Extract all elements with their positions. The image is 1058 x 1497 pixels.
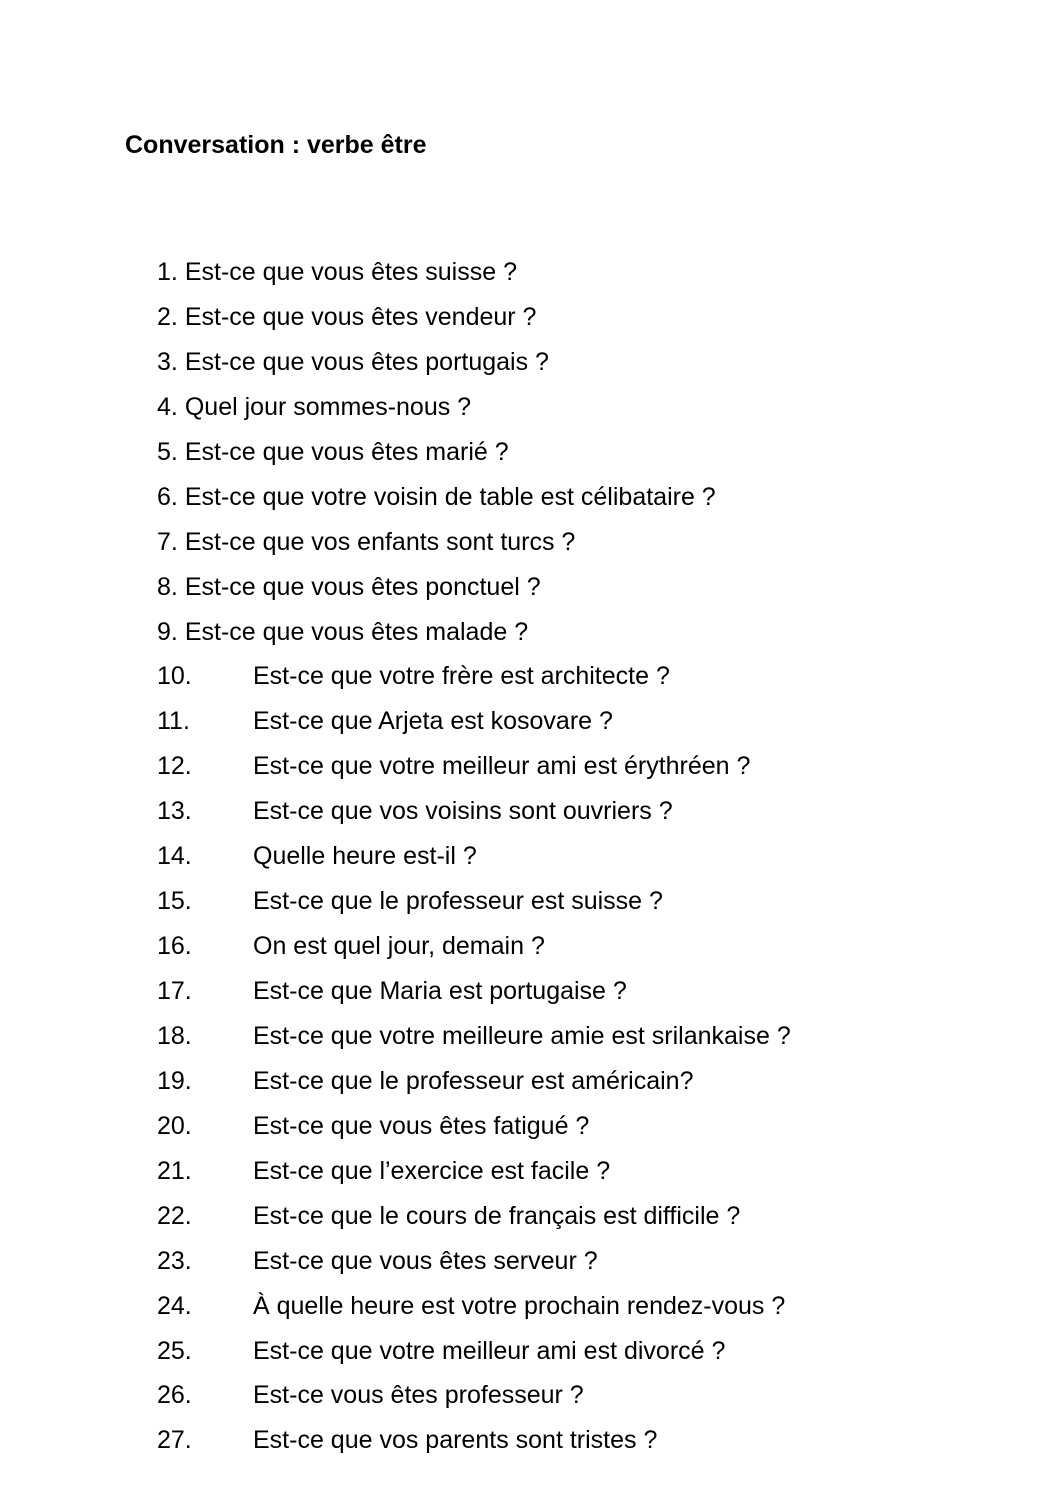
item-text: Est-ce vous êtes professeur ?	[253, 1381, 584, 1410]
item-text: Est-ce que vous êtes suisse ?	[184, 258, 517, 286]
item-text: Est-ce que l’exercice est facile ?	[253, 1156, 611, 1185]
item-text: Est-ce que votre meilleure amie est srilankaise ?	[253, 1021, 791, 1050]
item-text: Est-ce que votre meilleur ami est érythréen ?	[253, 752, 751, 781]
item-number: 5.	[157, 437, 178, 466]
list-item	[157, 570, 716, 615]
list-item	[157, 345, 716, 390]
list-item	[157, 1154, 716, 1199]
item-text: Est-ce que vous êtes portugais ?	[184, 347, 549, 376]
item-text: Est-ce que vous êtes vendeur ?	[184, 302, 537, 331]
item-text: Est-ce que votre meilleur ami est divorcé ?	[253, 1336, 726, 1365]
item-text: Est-ce que vos voisins sont ouvriers ?	[253, 797, 673, 826]
item-number: 4.	[157, 392, 178, 421]
list-item	[157, 1109, 716, 1154]
list-item	[157, 390, 716, 435]
item-text: Est-ce que le professeur est américain?	[253, 1066, 694, 1095]
item-number: 13.	[157, 797, 192, 826]
question-list	[157, 255, 791, 1468]
list-item	[157, 1289, 786, 1334]
list-item	[157, 480, 716, 525]
list-item	[157, 1244, 716, 1289]
item-text: Est-ce que Maria est portugaise ?	[253, 977, 627, 1005]
list-item	[157, 839, 716, 884]
list-item	[157, 794, 716, 839]
item-number: 14.	[157, 842, 192, 871]
item-number: 20.	[157, 1111, 192, 1140]
item-number: 16.	[157, 932, 192, 961]
item-number: 24.	[157, 1291, 192, 1320]
item-text: Est-ce que votre voisin de table est célibataire ?	[184, 482, 716, 511]
list-item	[157, 1019, 791, 1064]
item-text: Quelle heure est-il ?	[253, 842, 477, 871]
item-text: Est-ce que le professeur est suisse ?	[253, 887, 663, 916]
item-number: 27.	[157, 1426, 192, 1455]
item-text: Est-ce que vous êtes malade ?	[184, 617, 529, 646]
item-text: Est-ce que Arjeta est kosovare ?	[253, 707, 613, 736]
item-number: 1.	[157, 258, 178, 286]
item-number: 23.	[157, 1246, 192, 1275]
list-item	[157, 1199, 741, 1244]
item-number: 18.	[157, 1021, 192, 1050]
list-item	[157, 884, 716, 929]
item-number: 2.	[157, 302, 178, 331]
item-number: 3.	[157, 347, 178, 376]
item-number: 11.	[157, 707, 190, 736]
item-number: 17.	[157, 977, 192, 1005]
item-number: 26.	[157, 1381, 192, 1410]
item-number: 6.	[157, 482, 178, 511]
list-item	[157, 300, 716, 345]
list-item	[157, 749, 751, 794]
item-number: 12.	[157, 752, 192, 781]
item-number: 7.	[157, 527, 178, 556]
item-number: 8.	[157, 572, 178, 601]
list-item	[157, 704, 716, 749]
item-text: Est-ce que vos enfants sont turcs ?	[184, 527, 576, 556]
list-item	[157, 659, 716, 704]
page-title: Conversation : verbe être	[125, 131, 427, 159]
item-text: Est-ce que vous êtes ponctuel ?	[184, 572, 541, 601]
list-item	[157, 929, 716, 974]
item-text: Est-ce que vous êtes serveur ?	[253, 1246, 598, 1275]
item-text: Quel jour sommes-nous ?	[184, 392, 472, 421]
item-text: Est-ce que vos parents sont tristes ?	[253, 1426, 658, 1455]
list-item	[157, 1064, 716, 1109]
item-text: À quelle heure est votre prochain rendez-vous ?	[253, 1291, 786, 1320]
list-item	[157, 525, 716, 570]
item-number: 9.	[157, 617, 178, 646]
list-item	[157, 255, 716, 300]
list-item	[157, 435, 716, 480]
item-number: 10.	[157, 662, 192, 691]
item-number: 15.	[157, 887, 192, 916]
item-text: Est-ce que vous êtes marié ?	[184, 437, 509, 466]
item-number: 22.	[157, 1201, 192, 1230]
list-item	[157, 615, 716, 660]
list-item	[157, 1334, 726, 1379]
item-text: On est quel jour, demain ?	[253, 932, 545, 961]
item-text: Est-ce que le cours de français est difficile ?	[253, 1201, 741, 1230]
list-item	[157, 974, 716, 1019]
item-text: Est-ce que votre frère est architecte ?	[253, 662, 670, 691]
item-number: 21.	[157, 1156, 192, 1185]
list-item	[157, 1378, 716, 1423]
item-number: 19.	[157, 1066, 192, 1095]
list-item	[157, 1423, 716, 1468]
item-number: 25.	[157, 1336, 192, 1365]
item-text: Est-ce que vous êtes fatigué ?	[253, 1111, 590, 1140]
